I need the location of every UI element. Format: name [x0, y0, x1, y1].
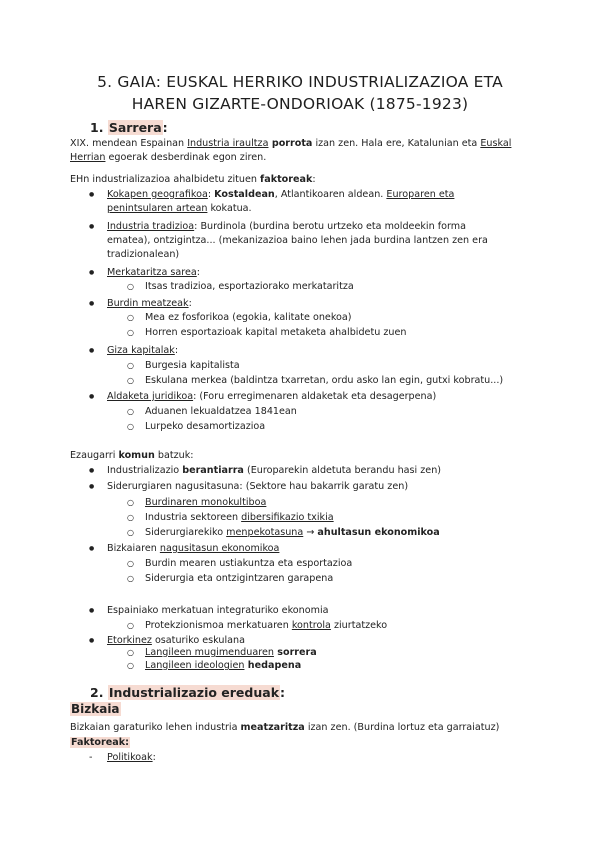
trait-3-link: nagusitasun ekonomikoa	[159, 543, 280, 554]
factor-5-colon: :	[174, 345, 179, 356]
bizkaia-dash-1-link: Politikoak	[107, 752, 153, 763]
intro-bold-porrota: porrota	[268, 138, 313, 149]
factor-4-colon: :	[188, 298, 192, 309]
trait-2-sub-3-arrow: →	[303, 527, 318, 538]
section-2-colon: :	[280, 685, 286, 700]
factor-5	[107, 344, 178, 358]
intro-link-euskal: Euskal	[480, 138, 512, 149]
factors-intro-bold: faktoreak	[260, 174, 313, 185]
factor-1-text-2: kokatua.	[207, 203, 252, 214]
factor-5-sub-2: ○ Eskulana merkea (baldintza txarretan, ordu asko lan egin, gutxi kobratu...)	[145, 374, 503, 388]
trait-4-sub-1	[145, 619, 387, 633]
trait-2-sub-1	[145, 496, 266, 510]
trait-1	[107, 464, 441, 478]
trait-4-sub-1-text: Protekzionismoa merkatuaren	[145, 620, 292, 631]
factor-1-link: Europaren eta	[386, 189, 455, 200]
bizkaia-dash-1-colon: :	[152, 752, 156, 763]
intro-link-herrian: Herrian	[70, 152, 106, 163]
section-2-label: Industrializazio ereduak	[108, 685, 280, 700]
section-1-heading	[90, 120, 168, 136]
intro-text: XIX. mendean Espainan	[70, 138, 188, 149]
factor-1-sep: :	[207, 189, 215, 200]
trait-5-sub-2	[145, 659, 301, 673]
bizkaia-text: Bizkaian garaturiko lehen industria	[70, 722, 241, 733]
trait-4-sub-1-link: kontrola	[291, 620, 331, 631]
factor-5-label: Giza kapitalak	[107, 345, 175, 356]
factor-1-label: Kokapen geografikoa	[107, 189, 208, 200]
factor-4-sub-1: ○ Mea ez fosforikoa (egokia, kalitate onekoa)	[145, 311, 352, 325]
factor-2	[107, 220, 466, 234]
factor-2-cont-2: tradizionalean)	[107, 249, 180, 260]
trait-1-text-2: (Europarekin aldetuta berandu hasi zen)	[243, 465, 442, 476]
trait-3-sub-1: ○ Burdin mearen ustiakuntza eta esportazioa	[145, 557, 352, 571]
common-intro	[70, 449, 194, 463]
trait-1-text: Industrializazio	[107, 465, 183, 476]
factor-5-sub-1: ○ Burgesia kapitalista	[145, 359, 240, 373]
factor-4	[107, 297, 192, 311]
section-2-number: 2.	[90, 685, 104, 700]
factors-intro-colon: :	[312, 174, 316, 185]
trait-4: ● Espainiako merkatuan integraturiko ekonomia	[107, 604, 329, 618]
factor-1-cont	[107, 202, 252, 216]
factor-1-bold: Kostaldean	[214, 189, 275, 200]
factor-3-sub-1: ○ Itsas tradizioa, esportaziorako merkataritza	[145, 280, 354, 294]
page-title-line-1: 5. GAIA: EUSKAL HERRIKO INDUSTRIALIZAZIOA ETA	[97, 73, 503, 91]
bizkaia-text-2: izan zen. (Burdina lortuz eta garraiatuz)	[304, 722, 500, 733]
factor-2-cont-1: ematea), ontzigintza... (mekanizazioa baino lehen jada burdina lantzen zen era	[107, 235, 488, 246]
factors-intro	[70, 173, 316, 187]
intro-line-1	[70, 137, 511, 151]
bizkaia-factors-label	[70, 736, 130, 750]
factors-intro-text: EHn industrializazioa ahalbidetu zituen	[70, 174, 261, 185]
trait-2-sub-3-link: menpekotasuna	[226, 527, 304, 538]
bizkaia-factors-label-text: Faktoreak:	[71, 737, 129, 748]
trait-1-bold: berantiarra	[182, 465, 244, 476]
trait-3-text: Bizkaiaren	[107, 543, 160, 554]
trait-2-sub-3	[145, 526, 440, 540]
trait-5-sub-1-bold: sorrera	[273, 647, 317, 658]
factor-1	[107, 188, 454, 202]
trait-2: ● Siderurgiaren nagusitasuna: (Sektore hau bakarrik garatu zen)	[107, 480, 408, 494]
common-text-2: batzuk:	[154, 450, 194, 461]
section-2-heading	[90, 685, 285, 701]
trait-2-sub-2-text: Industria sektoreen	[145, 512, 242, 523]
trait-5-sub-2-link: Langileen ideologien	[145, 660, 245, 671]
factor-1-text: , Atlantikoaren aldean.	[274, 189, 387, 200]
trait-5-sub-2-bold: hedapena	[244, 660, 302, 671]
trait-4-sub-1-text-2: ziurtatzeko	[330, 620, 388, 631]
trait-2-sub-2-link: dibersifikazio txikia	[241, 512, 334, 523]
trait-3-sub-2: ○ Siderurgia eta ontzigintzaren garapena	[145, 572, 333, 586]
trait-3	[107, 542, 279, 556]
trait-2-sub-2	[145, 511, 334, 525]
intro-line-2	[70, 151, 266, 165]
factor-6-sub-2: ○ Lurpeko desamortizazioa	[145, 420, 265, 434]
page-title-line-2: HAREN GIZARTE-ONDORIOAK (1875-1923)	[131, 95, 469, 113]
factor-4-label: Burdin meatzeak	[107, 298, 189, 309]
factor-4-sub-2: ○ Horren esportazioak kapital metaketa ahalbidetu zuen	[145, 326, 406, 340]
section-1-colon: :	[162, 120, 168, 135]
intro-link-industria: Industria iraultza	[187, 138, 269, 149]
bizkaia-bold: meatzaritza	[240, 722, 305, 733]
factor-1-link-2: penintsularen artean	[107, 203, 208, 214]
intro-text-3: egoerak desberdinak egon ziren.	[105, 152, 267, 163]
factor-2-text: : Burdinola (burdina berotu urtzeko eta moldeekin forma	[194, 221, 466, 232]
factor-3-colon: :	[196, 267, 200, 278]
bizkaia-line-1	[70, 721, 499, 735]
bizkaia-heading	[70, 702, 121, 716]
trait-5-sub-1-link: Langileen mugimenduaren	[145, 647, 274, 658]
factor-3	[107, 266, 200, 280]
trait-5-sub-1	[145, 646, 317, 660]
trait-2-sub-3-text: Siderurgiarekiko	[145, 527, 227, 538]
common-text: Ezaugarri	[70, 450, 119, 461]
trait-5-link: Etorkinez	[107, 635, 152, 646]
section-1-number: 1.	[90, 120, 104, 135]
bizkaia-dash-1	[107, 751, 156, 765]
factor-6-label: Aldaketa juridikoa	[107, 391, 194, 402]
factor-3-label: Merkataritza sarea	[107, 267, 197, 278]
factor-2-label: Industria tradizioa	[107, 221, 195, 232]
trait-2-sub-3-bold: ahultasun ekonomikoa	[317, 527, 440, 538]
factor-6	[107, 390, 436, 404]
trait-2-sub-1-link: Burdinaren monokultiboa	[145, 497, 267, 508]
factor-6-sub-1: ○ Aduanen lekualdatzea 1841ean	[145, 405, 297, 419]
bizkaia-heading-text: Bizkaia	[71, 702, 120, 716]
intro-text-2: izan zen. Hala ere, Katalunian eta	[312, 138, 481, 149]
factor-6-text: : (Foru erregimenaren aldaketak eta desagerpena)	[193, 391, 437, 402]
common-bold: komun	[118, 450, 155, 461]
section-1-label: Sarrera	[108, 120, 162, 135]
trait-5-text: osaturiko eskulana	[151, 635, 246, 646]
